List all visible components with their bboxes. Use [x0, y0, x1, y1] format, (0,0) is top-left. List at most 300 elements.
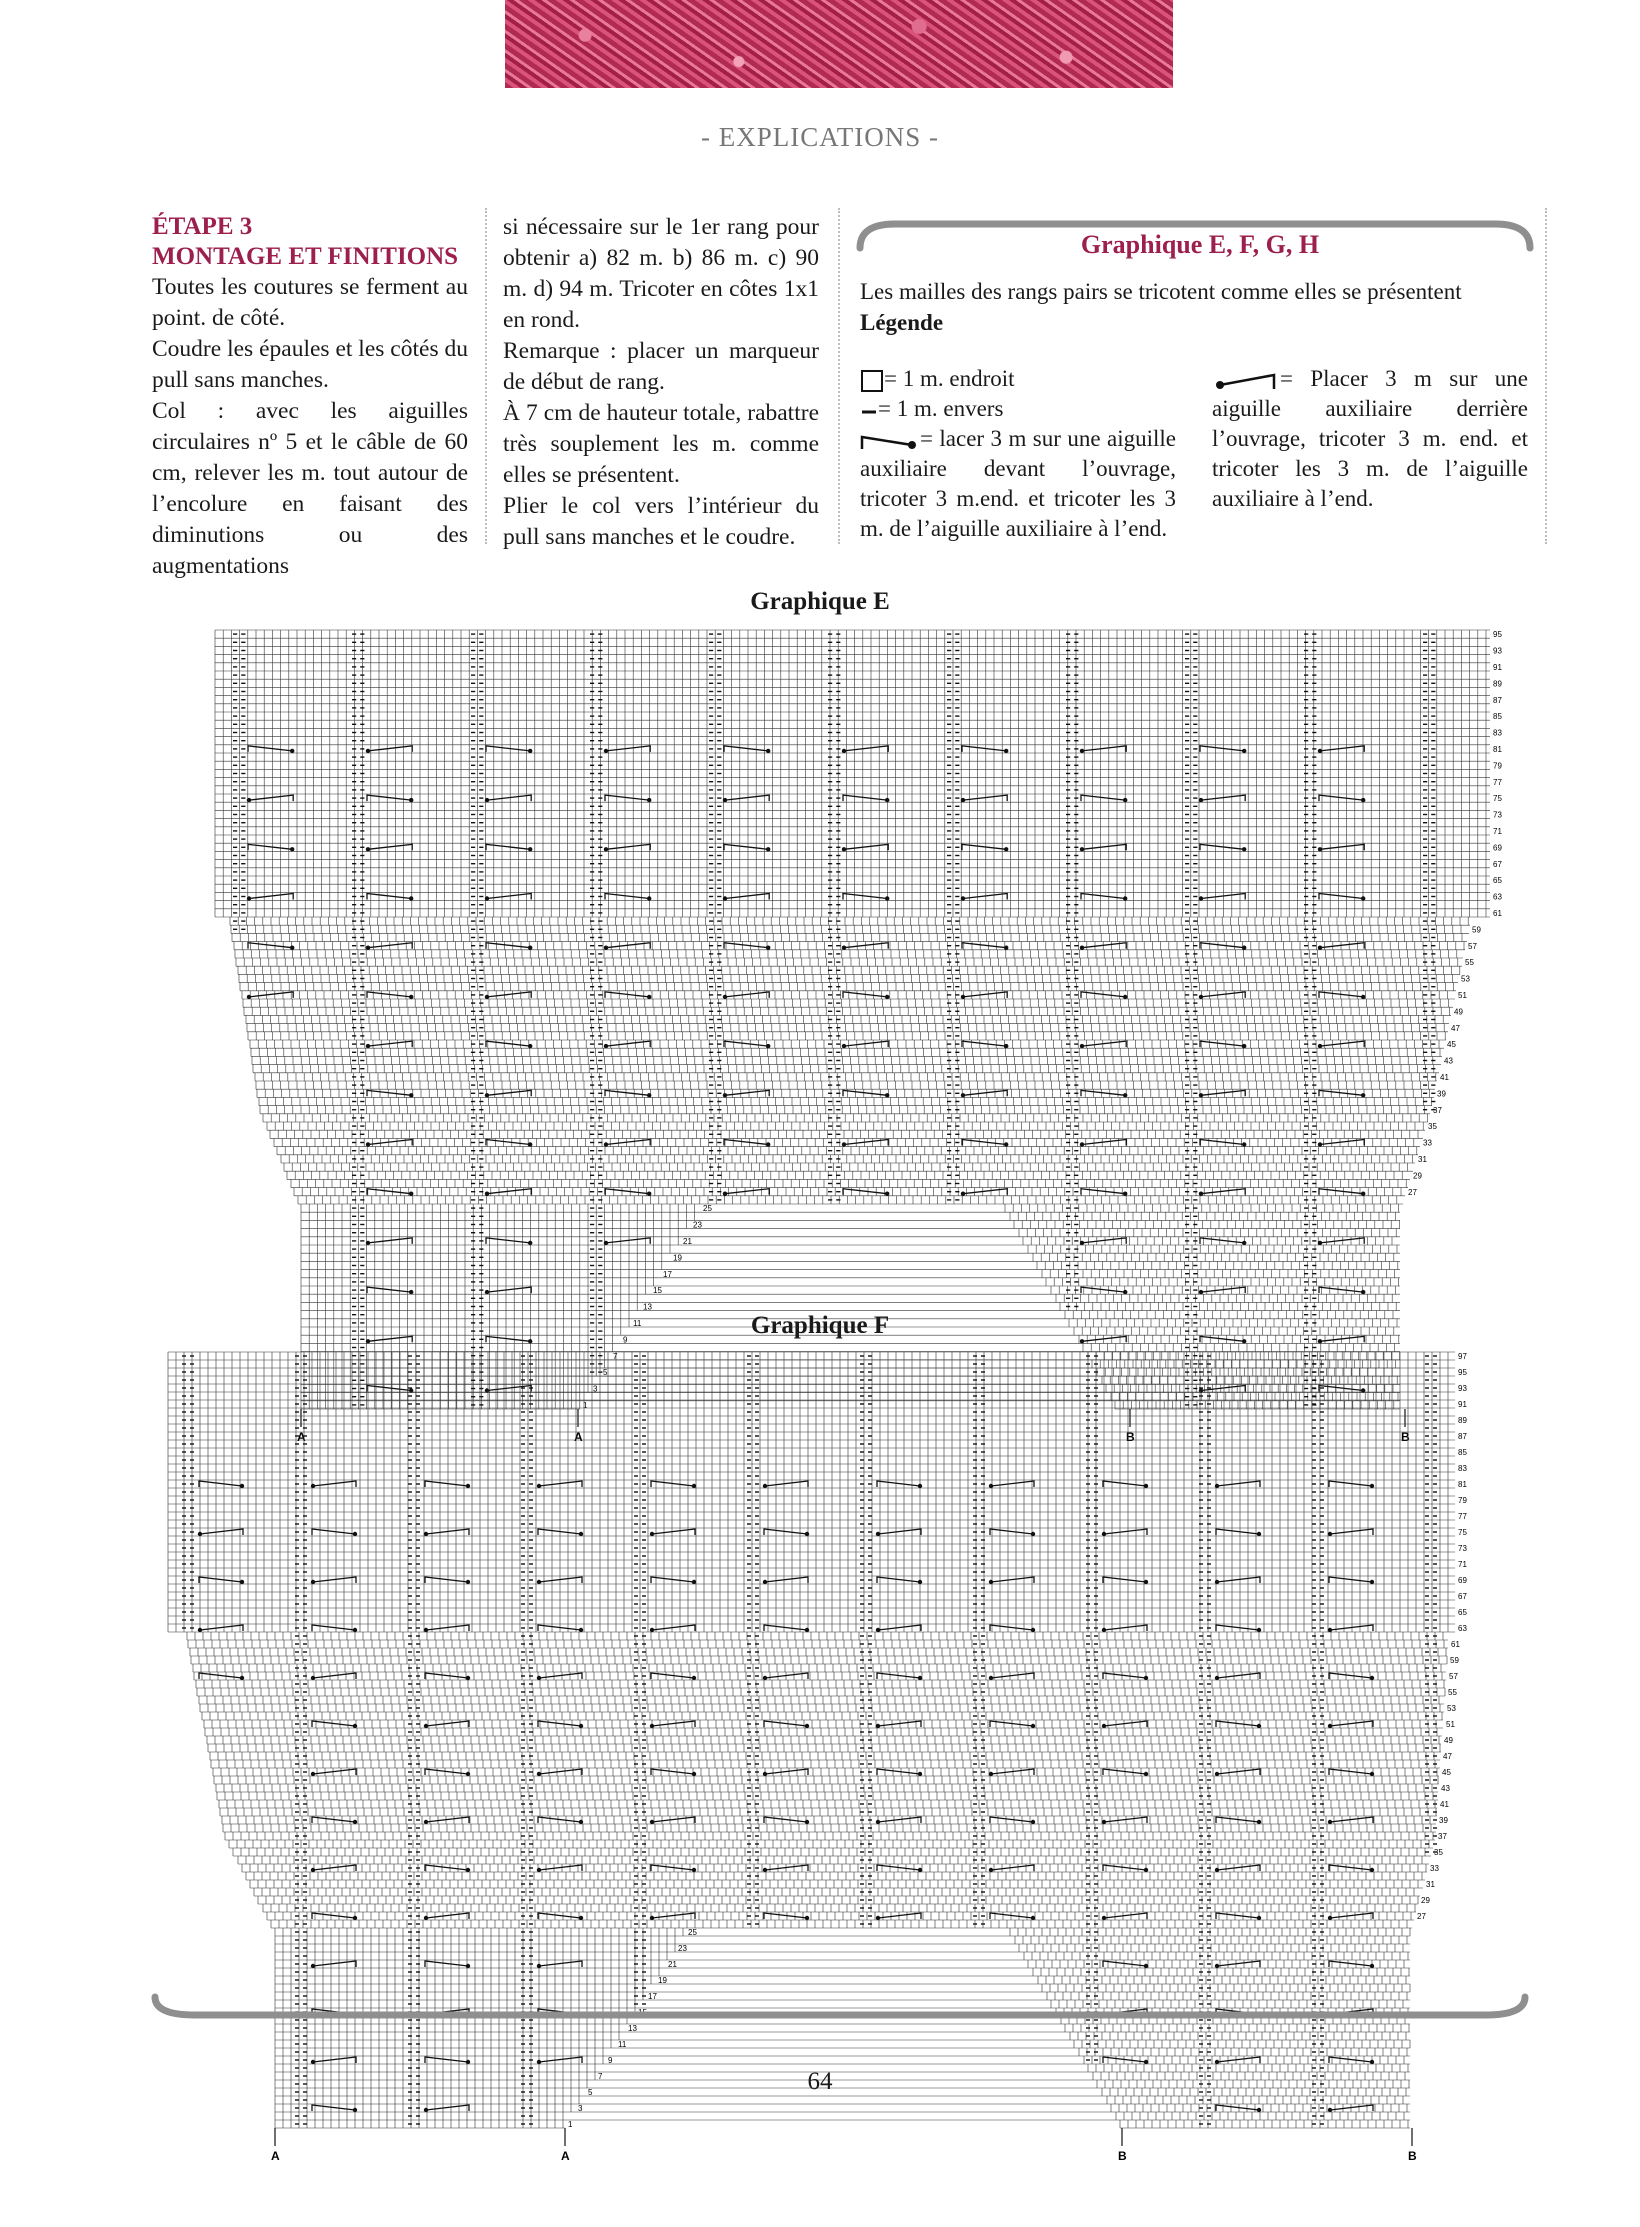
cable-back-mark: [652, 1721, 695, 1727]
cable-dot: [1123, 798, 1127, 802]
cable-dot: [647, 1192, 651, 1196]
cable-front-mark: [425, 1673, 468, 1679]
cable-back-mark: [1217, 1769, 1260, 1775]
chart-marker-label: A: [297, 1430, 306, 1444]
cable-dot: [240, 1580, 244, 1584]
legend-knit: [860, 364, 1176, 394]
row-number: 61: [1451, 1640, 1460, 1649]
cable-dot: [240, 1676, 244, 1680]
bottom-brace: [150, 1993, 1530, 2025]
cable-back-mark: [313, 1673, 356, 1679]
cable-dot: [240, 1484, 244, 1488]
row-number: 93: [1458, 1384, 1467, 1393]
cable-dot: [1361, 995, 1365, 999]
cable-dot: [1370, 1868, 1374, 1872]
cable-dot: [409, 896, 413, 900]
cable-back-mark: [1217, 1481, 1260, 1487]
cable-front-mark: [1216, 2105, 1259, 2111]
cable-front-mark: [312, 1625, 355, 1631]
cable-front-mark: [962, 1041, 1006, 1047]
cable-dot: [805, 1820, 809, 1824]
cable-front-mark: [538, 1913, 581, 1919]
cable-dot: [1144, 1868, 1148, 1872]
page-header: - EXPLICATIONS -: [701, 122, 939, 152]
cable-back-mark: [426, 1529, 469, 1535]
row-number: 59: [1472, 925, 1481, 935]
cable-dot: [1123, 995, 1127, 999]
row-number: 47: [1443, 1752, 1452, 1761]
row-number: 3: [578, 2104, 583, 2113]
cable-back-mark: [1082, 746, 1126, 752]
cable-front-mark: [605, 1189, 649, 1195]
cable-back-mark: [652, 1529, 695, 1535]
cable-front-mark: [764, 1529, 807, 1535]
cable-back-mark: [1320, 1140, 1364, 1146]
cable-front-mark: [1329, 2057, 1372, 2063]
cable-front-mark: [538, 1625, 581, 1631]
row-number: 35: [1434, 1848, 1443, 1857]
cable-dot: [466, 1580, 470, 1584]
cable-dot: [1242, 847, 1246, 851]
row-number: 37: [1438, 1832, 1447, 1841]
cable-front-mark: [724, 1041, 768, 1047]
row-number: 25: [688, 1928, 697, 1937]
cable-dot: [528, 749, 532, 753]
row-number: 61: [1493, 909, 1502, 918]
cable-back-mark: [963, 1090, 1007, 1096]
purl-symbol-icon: [860, 399, 878, 423]
cable-front-mark: [724, 746, 768, 752]
row-number: 51: [1446, 1720, 1455, 1729]
cable-dot: [409, 798, 413, 802]
cable-dot: [766, 749, 770, 753]
cable-front-mark: [1329, 1481, 1372, 1487]
cable-back-mark: [487, 992, 531, 998]
cable-back-mark: [249, 795, 293, 801]
cable-back-mark: [765, 1577, 808, 1583]
cable-front-mark: [425, 1481, 468, 1487]
cable-front-mark: [877, 1481, 920, 1487]
cable-back-mark: [991, 1865, 1034, 1871]
cable-dot: [409, 1093, 413, 1097]
cable-dot: [1242, 749, 1246, 753]
cable-back-mark: [878, 1625, 921, 1631]
cable-front-mark: [724, 943, 768, 949]
cable-back-mark: [313, 2057, 356, 2063]
chart-marker-label: B: [1118, 2149, 1127, 2163]
cable-back-mark: [1104, 1625, 1147, 1631]
cable-back-mark: [878, 1817, 921, 1823]
cable-front-mark: [425, 1577, 468, 1583]
row-number: 45: [1442, 1768, 1451, 1777]
cable-back-mark: [606, 746, 650, 752]
step-paragraph: À 7 cm de hauteur totale, rabattre très souplement les m. comme elles se présentent.: [503, 400, 819, 488]
row-number: 45: [1447, 1040, 1456, 1050]
cable-dot: [353, 2108, 357, 2112]
row-number: 65: [1493, 876, 1502, 886]
cable-front-mark: [724, 844, 768, 850]
cable-dot: [1004, 749, 1008, 753]
cable-front-mark: [877, 1769, 920, 1775]
row-number: 33: [1423, 1138, 1432, 1148]
cable-dot: [1361, 1290, 1365, 1294]
cable-back-mark: [487, 1090, 531, 1096]
cable-back-mark: [1330, 1529, 1373, 1535]
row-number: 49: [1444, 1736, 1453, 1745]
row-number: 29: [1413, 1171, 1422, 1181]
row-number: 97: [1458, 1352, 1467, 1361]
row-number: 81: [1493, 745, 1502, 754]
cable-dot: [1257, 1724, 1261, 1728]
cable-dot: [1242, 946, 1246, 950]
legend-right: [1212, 364, 1528, 514]
cable-dot: [1144, 1964, 1148, 1968]
column-divider: [485, 208, 487, 544]
row-number: 71: [1458, 1560, 1467, 1569]
cable-back-mark: [368, 746, 412, 752]
cable-dot: [692, 1484, 696, 1488]
cable-back-mark: [1104, 1913, 1147, 1919]
cable-front-mark: [538, 1721, 581, 1727]
cable-dot: [528, 1044, 532, 1048]
chart-marker-label: A: [271, 2149, 280, 2163]
row-number: 71: [1493, 827, 1502, 836]
cable-dot: [353, 1820, 357, 1824]
cable-dot: [409, 995, 413, 999]
instructions-column-2: [503, 212, 819, 553]
cable-back-mark: [991, 1769, 1034, 1775]
step-paragraph: Remarque : placer un marqueur de début de rang.: [503, 338, 819, 395]
column-divider: [838, 208, 840, 544]
cable-back-mark: [368, 943, 412, 949]
row-number: 87: [1493, 695, 1502, 705]
cable-dot: [918, 1580, 922, 1584]
cable-front-mark: [843, 795, 887, 801]
cable-dot: [1361, 1192, 1365, 1196]
cable-dot: [1004, 1142, 1008, 1146]
legend-purl: [860, 394, 1176, 424]
cable-back-mark: [539, 1961, 582, 1967]
row-number: 55: [1448, 1688, 1457, 1697]
cable-front-mark: [843, 1189, 887, 1195]
cable-front-mark: [486, 844, 530, 850]
cable-front-mark: [1103, 1577, 1146, 1583]
cable-front-mark: [990, 1817, 1033, 1823]
cable-front-mark: [605, 992, 649, 998]
cable-front-mark: [1200, 1041, 1244, 1047]
cable-front-mark: [199, 1481, 242, 1487]
legend-left: [860, 364, 1176, 544]
knit-symbol-icon: [860, 369, 884, 393]
cable-back-mark: [765, 1481, 808, 1487]
cable-back-mark: [313, 1577, 356, 1583]
cable-back-mark: [606, 1140, 650, 1146]
row-number: 79: [1493, 761, 1502, 771]
cable-front-mark: [1319, 1090, 1363, 1096]
cable-dot: [1370, 1580, 1374, 1584]
row-number: 95: [1458, 1368, 1467, 1377]
cable-front-mark: [651, 1481, 694, 1487]
cable-back-mark: [1217, 1577, 1260, 1583]
cable-dot: [1004, 1044, 1008, 1048]
cable-dot: [1123, 1192, 1127, 1196]
row-number: 79: [1458, 1496, 1467, 1505]
cable-front-mark: [486, 943, 530, 949]
cable-dot: [885, 896, 889, 900]
cable-back-mark: [539, 1769, 582, 1775]
cable-dot: [647, 995, 651, 999]
cable-dot: [409, 1192, 413, 1196]
cable-dot: [353, 1532, 357, 1536]
cable-front-mark: [367, 992, 411, 998]
cable-dot: [692, 1580, 696, 1584]
cable-front-mark: [651, 1673, 694, 1679]
cable-front-mark: [843, 1090, 887, 1096]
row-number: 87: [1458, 1432, 1467, 1441]
cable-dot: [409, 1290, 413, 1294]
cable-back-mark: [1201, 795, 1245, 801]
chart-marker-label: B: [1408, 2149, 1417, 2163]
step-title-line1: ÉTAPE 3: [152, 213, 253, 240]
row-number: 43: [1444, 1056, 1453, 1066]
cable-back-mark: [844, 746, 888, 752]
cable-front-mark: [538, 1529, 581, 1535]
chart-f-title: Graphique F: [750, 1312, 890, 1339]
cable-dot: [528, 946, 532, 950]
row-number: 85: [1493, 712, 1502, 722]
cable-front-mark: [1216, 1913, 1259, 1919]
cable-dot: [918, 1868, 922, 1872]
legend-cable-front-text: = lacer 3 m sur une aiguille auxiliaire devant l’ouvrage, tricoter 3 m.end. et tricoter les 3 m. de l’aiguille auxiliaire à l’end.: [860, 426, 1176, 541]
cable-front-mark: [651, 1577, 694, 1583]
cable-dot: [1123, 896, 1127, 900]
row-number: 13: [643, 1302, 652, 1312]
row-number: 37: [1433, 1105, 1442, 1115]
cable-back-mark: [487, 1189, 531, 1195]
row-number: 31: [1418, 1155, 1427, 1164]
cable-front-mark: [1081, 894, 1125, 900]
cable-front-mark: [248, 943, 292, 949]
cable-front-mark: [199, 1673, 242, 1679]
cable-dot: [1031, 1820, 1035, 1824]
row-number: 1: [568, 2120, 573, 2129]
legend-cable-back-text: = Placer 3 m sur une aiguille auxiliaire derrière l’ouvrage, tricoter 3 m. end. et tricoter les 3 m. de l’aiguille auxiliaire à l’end.: [1212, 366, 1528, 511]
row-number: 15: [638, 2008, 647, 2017]
cable-back-mark: [487, 1287, 531, 1293]
cable-dot: [805, 1532, 809, 1536]
cable-dot: [1370, 1676, 1374, 1680]
instructions-column-1: [152, 212, 468, 582]
page-number: 64: [807, 2068, 833, 2095]
step-paragraph: Coudre les épaules et les côtés du pull sans manches.: [152, 336, 468, 393]
cable-dot: [766, 1142, 770, 1146]
cable-front-mark: [367, 1287, 411, 1293]
cable-front-mark: [962, 1140, 1006, 1146]
row-number: 59: [1450, 1656, 1459, 1665]
cable-back-mark: [426, 1721, 469, 1727]
cable-dot: [353, 1628, 357, 1632]
row-number: 73: [1458, 1544, 1467, 1553]
row-number: 9: [623, 1335, 628, 1345]
cable-back-mark: [539, 2057, 582, 2063]
cable-front-mark: [1329, 1865, 1372, 1871]
row-number: 89: [1458, 1416, 1467, 1425]
cable-front-mark: [1216, 1817, 1259, 1823]
legend-cable-back: [1212, 364, 1528, 514]
cable-dot: [805, 1916, 809, 1920]
cable-front-mark: [1200, 746, 1244, 752]
cable-back-mark: [539, 1673, 582, 1679]
cable-back-mark: [1104, 1817, 1147, 1823]
cable-dot: [290, 847, 294, 851]
row-number: 39: [1439, 1816, 1448, 1825]
cable-dot: [805, 1628, 809, 1632]
cable-front-mark: [1216, 1625, 1259, 1631]
row-number: 5: [588, 2088, 593, 2097]
cable-front-mark: [486, 1238, 530, 1244]
row-number: 83: [1458, 1464, 1467, 1473]
row-number: 31: [1426, 1880, 1435, 1889]
cable-dot: [918, 1484, 922, 1488]
cable-front-mark: [1103, 1865, 1146, 1871]
cable-dot: [1031, 1916, 1035, 1920]
cable-front-mark: [1081, 1189, 1125, 1195]
cable-front-mark: [1329, 1673, 1372, 1679]
row-number: 15: [653, 1286, 662, 1296]
cable-dot: [466, 2060, 470, 2064]
cable-dot: [353, 1916, 357, 1920]
cable-front-mark: [1319, 1287, 1363, 1293]
row-number: 17: [663, 1269, 672, 1279]
row-number: 73: [1493, 810, 1502, 820]
cable-back-mark: [1104, 1529, 1147, 1535]
row-number: 77: [1458, 1512, 1467, 1521]
cable-back-mark: [313, 1865, 356, 1871]
cable-back-mark: [1330, 1721, 1373, 1727]
chart-e-title: Graphique E: [750, 588, 890, 615]
row-number: 51: [1458, 991, 1467, 1000]
row-number: 75: [1458, 1528, 1467, 1537]
chart-marker-label: A: [561, 2149, 570, 2163]
cable-back-mark: [1217, 1865, 1260, 1871]
cable-back-symbol-icon: [1212, 369, 1280, 393]
cable-dot: [1004, 946, 1008, 950]
cable-front-mark: [1216, 1529, 1259, 1535]
cable-front-mark: [990, 1913, 1033, 1919]
cable-back-mark: [1320, 844, 1364, 850]
cable-dot: [1031, 1628, 1035, 1632]
row-number: 63: [1493, 892, 1502, 902]
row-number: 19: [658, 1976, 667, 1985]
row-number: 57: [1468, 941, 1477, 951]
cable-front-mark: [1081, 795, 1125, 801]
cable-front-mark: [425, 1769, 468, 1775]
cable-dot: [466, 1868, 470, 1872]
cable-dot: [1370, 1484, 1374, 1488]
row-number: 55: [1465, 958, 1474, 968]
row-number: 53: [1461, 974, 1470, 984]
cable-front-mark: [1081, 1090, 1125, 1096]
cable-back-mark: [878, 1721, 921, 1727]
cable-dot: [1144, 1580, 1148, 1584]
cable-front-mark: [1329, 1769, 1372, 1775]
cable-back-mark: [1217, 1673, 1260, 1679]
cable-back-mark: [368, 844, 412, 850]
row-number: 1: [583, 1401, 588, 1410]
cable-front-mark: [312, 1913, 355, 1919]
cable-front-symbol-icon: [860, 429, 920, 453]
cable-back-mark: [765, 1865, 808, 1871]
cable-front-mark: [962, 844, 1006, 850]
legend-intro: [860, 276, 1462, 338]
row-number: 41: [1440, 1800, 1449, 1809]
cable-back-mark: [249, 894, 293, 900]
cable-front-mark: [312, 1721, 355, 1727]
row-number: 11: [633, 1319, 642, 1328]
row-number: 19: [673, 1253, 682, 1263]
row-number: 77: [1493, 777, 1502, 787]
cable-back-mark: [878, 1529, 921, 1535]
cable-back-mark: [991, 1577, 1034, 1583]
cable-front-mark: [1319, 795, 1363, 801]
cable-back-mark: [1201, 992, 1245, 998]
cable-dot: [692, 1868, 696, 1872]
cable-back-mark: [1217, 2057, 1260, 2063]
cable-dot: [1257, 1532, 1261, 1536]
cable-back-mark: [725, 1090, 769, 1096]
row-number: 7: [613, 1351, 618, 1361]
cable-dot: [353, 1724, 357, 1728]
step-paragraph: si nécessaire sur le 1er rang pour obtenir a) 82 m. b) 86 m. c) 90 m. d) 94 m. Tricoter en côtes 1x1 en rond.: [503, 214, 819, 333]
row-number: 29: [1421, 1896, 1430, 1905]
cable-front-mark: [877, 1673, 920, 1679]
cable-front-mark: [199, 1577, 242, 1583]
cable-front-mark: [764, 1817, 807, 1823]
cable-dot: [466, 1676, 470, 1680]
cable-back-mark: [991, 1481, 1034, 1487]
cable-front-mark: [425, 1961, 468, 1967]
legend-heading: Légende: [860, 310, 944, 335]
row-number: 33: [1430, 1864, 1439, 1873]
cable-dot: [1370, 2060, 1374, 2064]
row-number: 27: [1417, 1912, 1426, 1921]
row-number: 17: [648, 1992, 657, 2001]
cable-front-mark: [486, 1041, 530, 1047]
row-number: 57: [1449, 1672, 1458, 1681]
cable-front-mark: [312, 2105, 355, 2111]
cable-back-mark: [1320, 746, 1364, 752]
cable-back-mark: [878, 1913, 921, 1919]
row-number: 47: [1451, 1023, 1460, 1033]
cable-back-mark: [1082, 844, 1126, 850]
cable-front-mark: [1103, 2057, 1146, 2063]
row-number: 63: [1458, 1624, 1467, 1633]
cable-front-mark: [962, 746, 1006, 752]
cable-dot: [1123, 1093, 1127, 1097]
cable-dot: [1361, 896, 1365, 900]
cable-dot: [466, 1964, 470, 1968]
cable-dot: [885, 798, 889, 802]
cable-front-mark: [764, 1625, 807, 1631]
cable-front-mark: [1329, 1961, 1372, 1967]
cable-dot: [1004, 847, 1008, 851]
cable-back-mark: [1082, 1140, 1126, 1146]
cable-back-mark: [313, 1481, 356, 1487]
cable-dot: [579, 1916, 583, 1920]
cable-dot: [1242, 1142, 1246, 1146]
cable-dot: [885, 1192, 889, 1196]
row-number: 93: [1493, 646, 1502, 656]
